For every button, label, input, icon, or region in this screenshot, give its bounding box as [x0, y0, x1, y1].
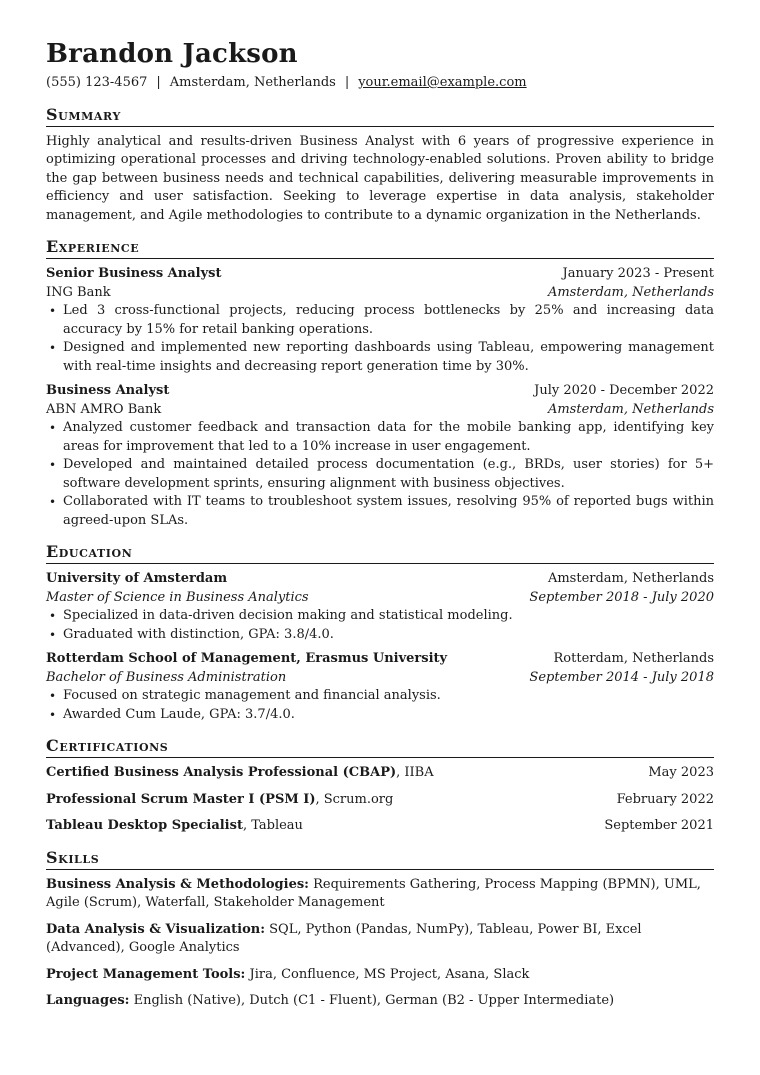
certification-date: May 2023 [648, 765, 714, 780]
certification-issuer: , Scrum.org [315, 791, 394, 807]
contact-separator: | [344, 75, 350, 90]
certification-issuer: , Tableau [242, 818, 303, 833]
skill-values: Jira, Confluence, MS Project, Asana, Slack [245, 966, 530, 982]
bullet-item: • Led 3 cross-functional projects, reducing process bottlenecks by 25% and increasing data accuracy by 15% for retail banking operations. [63, 302, 714, 339]
education-dates: September 2014 - July 2018 [529, 669, 714, 685]
skill-category: Languages: [46, 993, 130, 1008]
skill-values: SQL, Python (Pandas, NumPy), Tableau, Power BI, Excel (Advanced), Google Analytics [46, 921, 642, 955]
degree: Bachelor of Business Administration [46, 669, 287, 685]
certification-row [46, 817, 714, 836]
bullet-item: • Focused on strategic management and financial analysis. [63, 687, 714, 706]
education-bullets [46, 607, 714, 644]
experience-entry [46, 265, 714, 376]
section-title-skills: Skills [46, 848, 714, 870]
company-name: ING Bank [46, 284, 111, 300]
bullet-item: • Specialized in data-driven decision making and statistical modeling. [63, 607, 714, 626]
email-link[interactable]: your.email@example.com [358, 75, 527, 90]
certification-row [46, 791, 714, 810]
skill-category: Business Analysis & Methodologies: [46, 876, 309, 892]
contact-separator: | [156, 75, 161, 90]
contact-line [46, 74, 714, 93]
section-title-summary: Summary [46, 105, 714, 127]
job-dates: July 2020 - December 2022 [534, 383, 714, 398]
certification-row [46, 764, 714, 783]
job-bullets [46, 419, 714, 530]
certification-name: Certified Business Analysis Professional (CBAP) [46, 765, 397, 780]
bullet-item: • Developed and maintained detailed process documentation (e.g., BRDs, user stories) for 5+ software development sprints, ensuring alignment with business objectives. [63, 456, 714, 493]
certification-issuer: , IIBA [396, 765, 434, 780]
certification-date: September 2021 [604, 818, 714, 833]
certification-date: February 2022 [616, 791, 714, 807]
phone-number: (555) 123-4567 [46, 75, 148, 90]
school-location: Rotterdam, Netherlands [553, 651, 714, 666]
skill-line [46, 876, 714, 913]
section-title-experience: Experience [46, 237, 714, 259]
education-entry [46, 570, 714, 644]
school-name: University of Amsterdam [46, 571, 228, 586]
job-dates: January 2023 - Present [562, 266, 714, 281]
skill-category: Data Analysis & Visualization: [46, 921, 266, 937]
job-title: Senior Business Analyst [46, 266, 222, 281]
skill-line [46, 921, 714, 958]
certification-name: Tableau Desktop Specialist [46, 818, 243, 833]
education-bullets [46, 687, 714, 724]
bullet-item: • Graduated with distinction, GPA: 3.8/4.0. [63, 626, 714, 645]
bullet-item: • Designed and implemented new reporting dashboards using Tableau, empowering management with real-time insights and decreasing report generation time by 30%. [63, 339, 714, 376]
section-title-certifications: Certifications [46, 736, 714, 758]
bullet-item: • Awarded Cum Laude, GPA: 3.7/4.0. [63, 706, 714, 725]
summary-text: Highly analytical and results-driven Business Analyst with 6 years of progressive experience in optimizing operational processes and driving technology-enabled solutions. Proven ability to bridge the gap between business needs and technical capabilities, delivering measurable improvements in efficiency and user satisfaction. Seeking to leverage expertise in data analysis, stakeholder management, and Agile methodologies to contribute to a dynamic organization in the Netherlands. [46, 133, 714, 223]
job-title: Business Analyst [46, 383, 170, 398]
skill-values: English (Native), Dutch (C1 - Fluent), German (B2 - Upper Intermediate) [129, 993, 615, 1008]
job-location: Amsterdam, Netherlands [547, 284, 714, 300]
section-title-education: Education [46, 542, 714, 564]
education-entry [46, 650, 714, 724]
job-bullets [46, 302, 714, 376]
degree: Master of Science in Business Analytics [46, 589, 309, 605]
skill-category: Project Management Tools: [46, 966, 246, 982]
experience-entry [46, 382, 714, 530]
education-dates: September 2018 - July 2020 [529, 589, 714, 605]
skill-line [46, 966, 714, 985]
certification-name: Professional Scrum Master I (PSM I) [46, 791, 316, 807]
candidate-name: Brandon Jackson [46, 39, 298, 69]
company-name: ABN AMRO Bank [46, 401, 162, 417]
skill-values: Requirements Gathering, Process Mapping (BPMN), UML, Agile (Scrum), Waterfall, Stakeholder Management [46, 876, 701, 910]
job-location: Amsterdam, Netherlands [547, 401, 714, 417]
school-name: Rotterdam School of Management, Erasmus University [46, 651, 448, 666]
bullet-item: • Analyzed customer feedback and transaction data for the mobile banking app, identifying key areas for improvement that led to a 10% increase in user engagement. [63, 419, 714, 456]
location: Amsterdam, Netherlands [169, 75, 336, 90]
skill-line [46, 992, 714, 1011]
bullet-item: • Collaborated with IT teams to troubleshoot system issues, resolving 95% of reported bugs within agreed-upon SLAs. [63, 493, 714, 530]
school-location: Amsterdam, Netherlands [547, 571, 714, 586]
